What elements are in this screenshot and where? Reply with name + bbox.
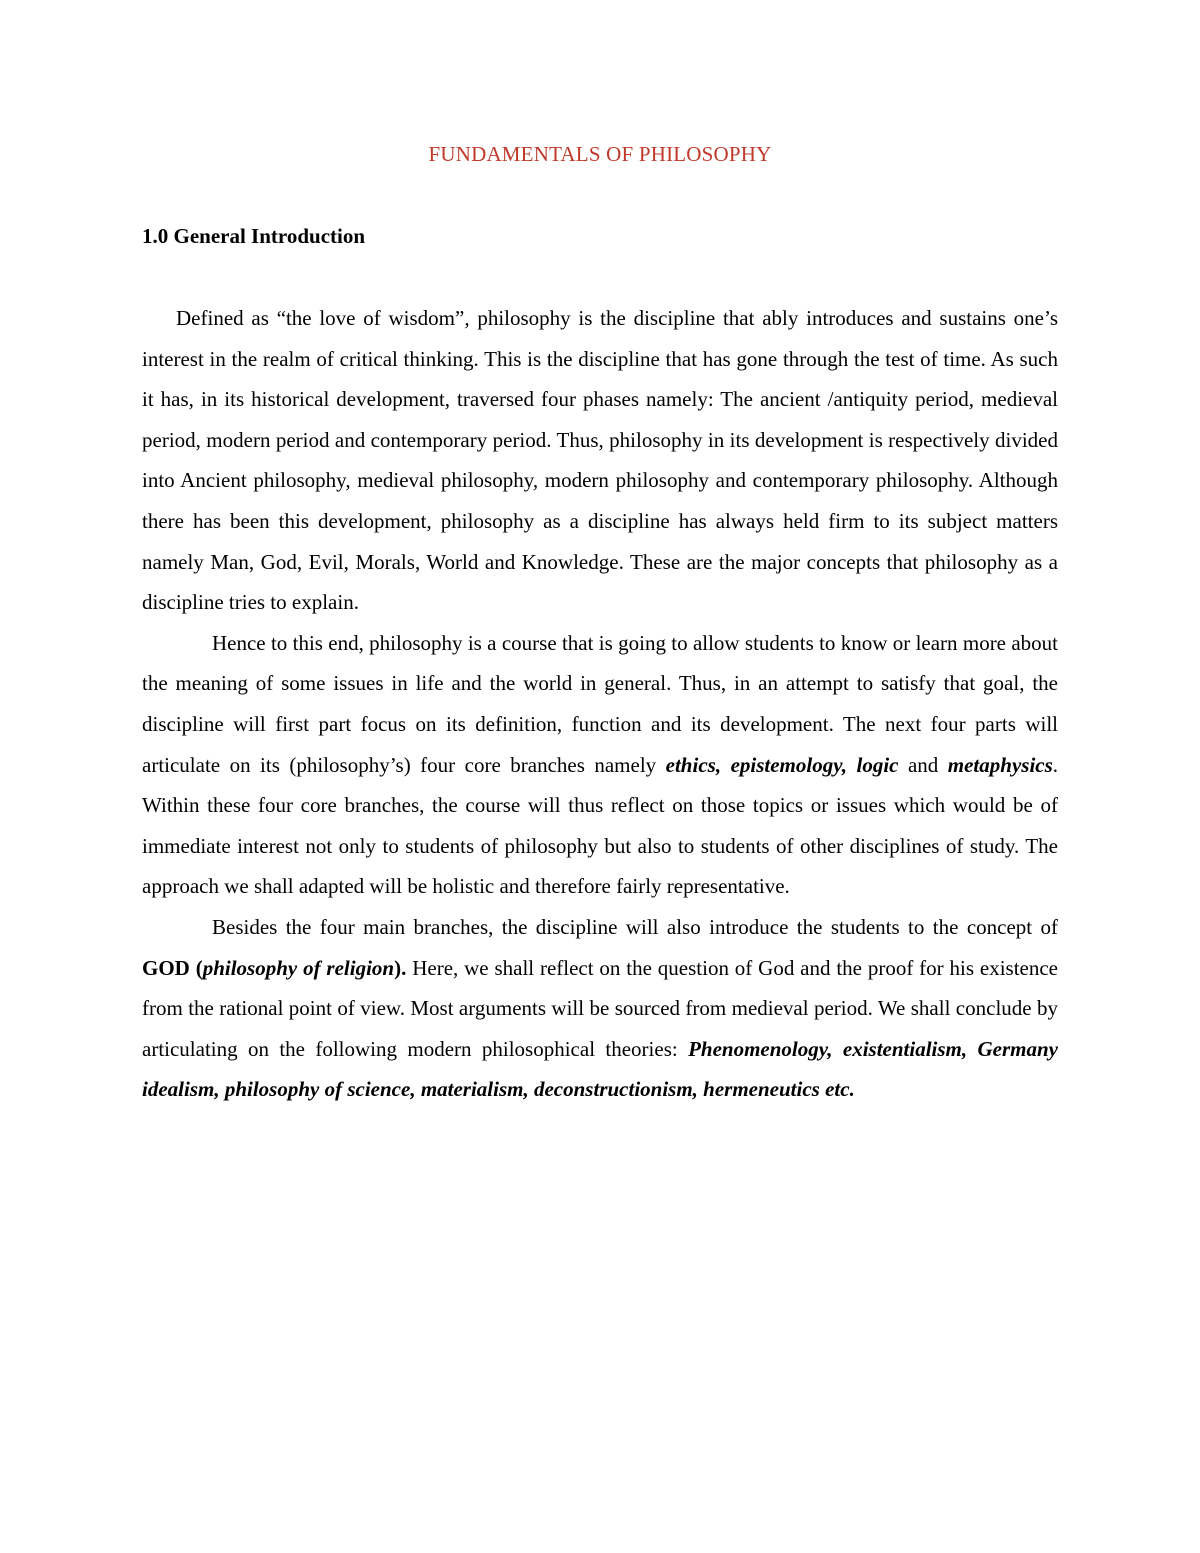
section-heading: 1.0 General Introduction: [142, 224, 366, 248]
paragraph-2-text: Hence to this end, philosophy is a course that is going to allow students to know or learn more about the meaning of some issues in life and the world in general. Thus, in an attempt to satisfy that goal, the discipline will first part focus on its definition, function and its development. The next four parts will articulate on its (philosophy’s) four core branches namely: [142, 630, 1058, 777]
paren-open: (: [189, 955, 203, 980]
paragraph-3-text: Besides the four main branches, the discipline will also introduce the students to the concept of: [212, 914, 1058, 939]
god-term: GOD: [142, 955, 190, 980]
branch-epistemology: epistemology: [730, 752, 842, 777]
branch-conjunction: and: [898, 752, 948, 777]
modern-theories-list: Phenomenology, existentialism, Germany idealism, philosophy of science, materialism, deconstructionism, hermeneutics etc.: [142, 1036, 1058, 1102]
branch-logic: logic: [856, 752, 899, 777]
paragraph-2-continued: . Within these four core branches, the course will thus reflect on those topics or issues which would be of immediate interest not only to students of philosophy but also to students of other disciplines of study. The approach we shall adapted will be holistic and therefore fairly representative.: [142, 752, 1059, 899]
philosophy-of-religion: philosophy of religion: [202, 955, 395, 980]
document-body: [142, 298, 1058, 1110]
branch-metaphysics: metaphysics: [947, 752, 1053, 777]
document-title: FUNDAMENTALS OF PHILOSOPHY: [428, 142, 772, 166]
branch-ethics: ethics,: [665, 752, 722, 777]
paragraph-3: [142, 907, 1058, 1110]
paragraph-3-continued: Here, we shall reflect on the question of God and the proof for his existence from the rational point of view. Most arguments will be sourced from medieval period. We shall conclude by articulating on the following modern philosophical theories:: [142, 955, 1059, 1061]
paren-close: ).: [394, 955, 407, 980]
paragraph-1: Defined as “the love of wisdom”, philosophy is the discipline that ably introduces and sustains one’s interest in the realm of critical thinking. This is the discipline that has gone through the test of time. As such it has, in its historical development, traversed four phases namely: The ancient /antiquity period, medieval period, modern period and contemporary period. Thus, philosophy in its development is respectively divided into Ancient philosophy, medieval philosophy, modern philosophy and contemporary philosophy. Although there has been this development, philosophy as a discipline has always held firm to its subject matters namely Man, God, Evil, Morals, World and Knowledge. These are the major concepts that philosophy as a discipline tries to explain.: [142, 306, 1058, 615]
branch-separator: ,: [841, 752, 857, 777]
paragraph-2: [142, 623, 1058, 907]
